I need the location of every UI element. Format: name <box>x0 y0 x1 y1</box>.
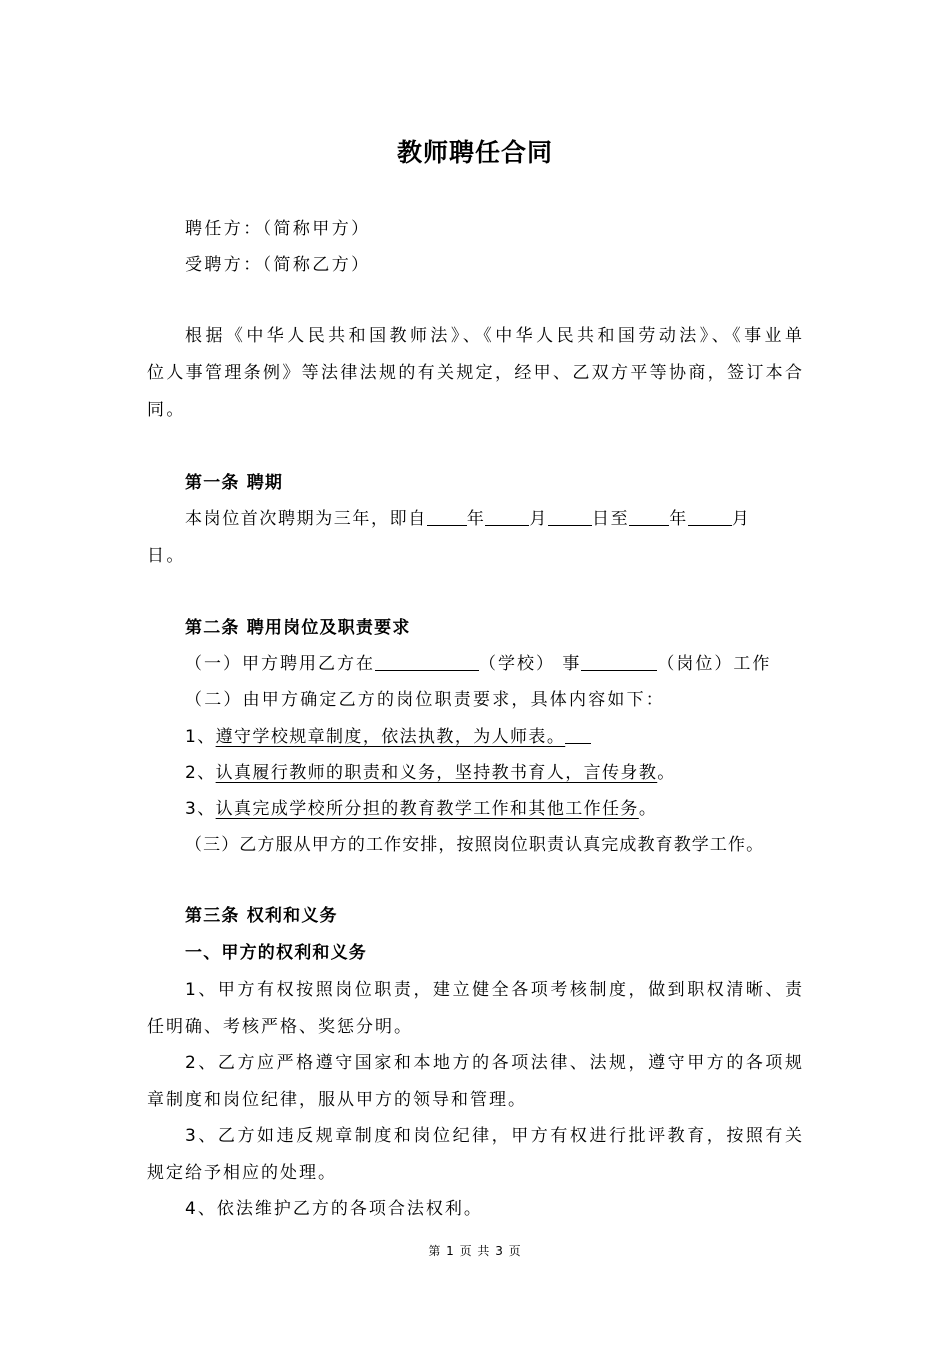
duty-item-3-tail: 。 <box>638 799 658 819</box>
post-line <box>185 653 771 675</box>
intro-line-3: 同。 <box>147 400 186 420</box>
article-1-heading: 第一条 聘期 <box>185 473 284 493</box>
term-lead: 本岗位首次聘期为三年，即自 <box>185 509 427 529</box>
day-to-label: 日至 <box>592 509 630 529</box>
article-2-heading: 第二条 聘用岗位及职责要求 <box>185 618 411 638</box>
intro-line-2: 位人事管理条例》等法律法规的有关规定，经甲、乙双方平等协商，签订本合 <box>147 363 802 383</box>
end-year-label: 年 <box>669 509 688 529</box>
article-3-heading: 第三条 权利和义务 <box>185 906 338 926</box>
party-b-line: 受聘方：（简称乙方） <box>185 255 371 275</box>
duty-item-3-text: 认真完成学校所分担的教育教学工作和其他工作任务 <box>215 799 639 819</box>
start-month-label: 月 <box>529 509 549 529</box>
end-month-label: 月 <box>731 509 751 529</box>
duty-item-1-num: 1、 <box>185 727 216 747</box>
duty-item-2-num: 2、 <box>185 763 216 783</box>
clause-4-line: 4、依法维护乙方的各项合法权利。 <box>185 1199 483 1219</box>
start-year-blank[interactable] <box>427 508 467 526</box>
clause-3-line-1: 3、乙方如违反规章制度和岗位纪律，甲方有权进行批评教育，按照有关 <box>185 1126 802 1146</box>
clause-3-line-2: 规定给予相应的处理。 <box>147 1163 337 1183</box>
duty-item-2 <box>185 762 676 784</box>
party-a-line: 聘任方：（简称甲方） <box>185 219 371 239</box>
party-a-rights-heading: 一、甲方的权利和义务 <box>185 943 367 963</box>
duty-item-2-text: 认真履行教师的职责和义务，坚持教书育人，言传身教 <box>215 763 658 783</box>
end-month-blank[interactable] <box>688 508 732 526</box>
end-year-blank[interactable] <box>629 508 669 526</box>
duty-item-1-trailing-line <box>565 726 591 744</box>
start-year-label: 年 <box>466 509 486 529</box>
duty-item-3 <box>185 798 657 820</box>
start-month-blank[interactable] <box>485 508 529 526</box>
start-day-blank[interactable] <box>548 508 592 526</box>
position-label: （岗位）工作 <box>657 654 772 674</box>
duty-item-3-num: 3、 <box>185 799 216 819</box>
school-blank[interactable] <box>375 653 479 671</box>
duty-item-1 <box>185 726 591 748</box>
post-lead: （一）甲方聘用乙方在 <box>185 654 375 674</box>
position-blank[interactable] <box>581 653 657 671</box>
duties-obey: （三）乙方服从甲方的工作安排，按照岗位职责认真完成教育教学工作。 <box>185 835 765 855</box>
document-title: 教师聘任合同 <box>396 138 553 167</box>
clause-2-line-2: 章制度和岗位纪律，服从甲方的领导和管理。 <box>147 1090 527 1110</box>
term-line <box>185 508 750 530</box>
page-footer: 第 1 页 共 3 页 <box>428 1244 522 1258</box>
clause-1-line-2: 任明确、考核严格、奖惩分明。 <box>147 1017 413 1037</box>
clause-2-line-1: 2、乙方应严格遵守国家和本地方的各项法律、法规，遵守甲方的各项规 <box>185 1053 802 1073</box>
clause-1-line-1: 1、甲方有权按照岗位职责，建立健全各项考核制度，做到职权清晰、责 <box>185 980 802 1000</box>
duties-intro: （二）由甲方确定乙方的岗位职责要求，具体内容如下： <box>185 690 665 710</box>
school-label: （学校） 事 <box>479 654 582 674</box>
duty-item-2-tail: 。 <box>657 763 676 783</box>
intro-line-1: 根据《中华人民共和国教师法》、《中华人民共和国劳动法》、《事业单 <box>185 326 802 346</box>
term-end-line: 日。 <box>147 546 186 566</box>
duty-item-1-text: 遵守学校规章制度，依法执教，为人师表。 <box>215 727 566 747</box>
